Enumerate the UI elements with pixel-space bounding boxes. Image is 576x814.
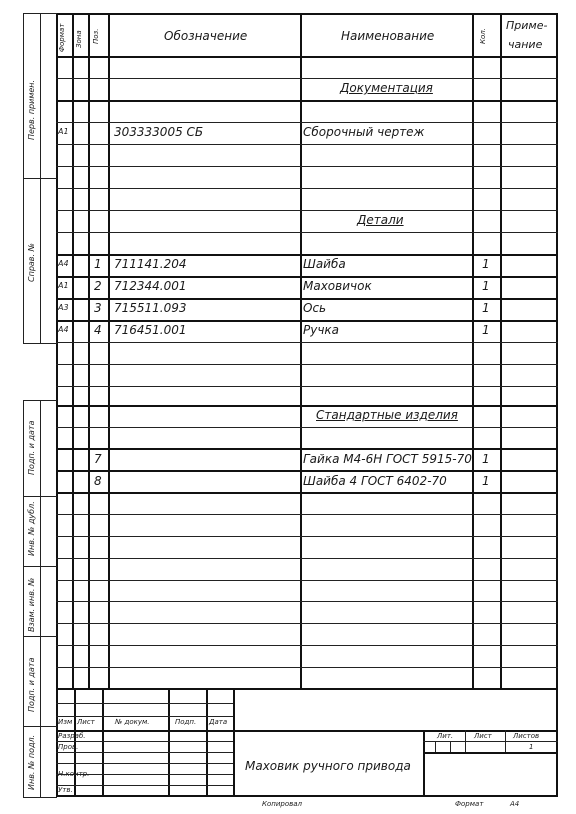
header-note-1: Приме- bbox=[506, 19, 548, 32]
row-line-14 bbox=[56, 364, 558, 365]
footer-format-label: Формат bbox=[455, 800, 484, 808]
p3-designation: 715511.093 bbox=[114, 301, 187, 315]
row-line-18 bbox=[56, 448, 558, 450]
s7-name: Гайка М4-6Н ГОСТ 5915-70 bbox=[303, 452, 472, 466]
col-line-qty bbox=[500, 13, 502, 688]
doc-name: Сборочный чертеж bbox=[303, 125, 425, 139]
p2-name: Маховичок bbox=[303, 279, 372, 293]
p4-name: Ручка bbox=[303, 323, 340, 337]
tb-listov: Листов bbox=[513, 732, 540, 740]
row-line-5 bbox=[56, 166, 558, 167]
col-line-name bbox=[472, 13, 474, 688]
col-line-designation bbox=[300, 13, 302, 688]
tb-data: Дата bbox=[209, 718, 228, 726]
row-line-26 bbox=[56, 623, 558, 624]
row-line-7 bbox=[56, 210, 558, 211]
tb-n-kontr: Н.контр. bbox=[58, 770, 90, 778]
strip-div-1 bbox=[23, 178, 57, 179]
footer-format-value: А4 bbox=[510, 800, 520, 808]
header-zone: Зона bbox=[75, 30, 83, 48]
tb-v-lit-cell-2 bbox=[450, 741, 451, 752]
tb-utv: Утв. bbox=[58, 786, 73, 794]
strip-bottom bbox=[23, 797, 57, 798]
header-qty: Кол. bbox=[479, 28, 487, 44]
header-bottom-line bbox=[56, 56, 558, 58]
header-name: Наименование bbox=[341, 29, 435, 43]
strip-vzam-inv: Взам. инв. № bbox=[27, 577, 36, 632]
tb-n-dokum: № докум. bbox=[115, 718, 150, 726]
strip-div-7 bbox=[23, 726, 57, 727]
tb-v-list bbox=[102, 688, 104, 797]
row-line-21 bbox=[56, 514, 558, 515]
section-standard: Стандартные изделия bbox=[316, 408, 458, 422]
s8-pos: 8 bbox=[94, 474, 102, 488]
row-line-2 bbox=[56, 100, 558, 102]
header-format: Формат bbox=[58, 23, 66, 52]
row-line-22 bbox=[56, 536, 558, 537]
strip-div-6 bbox=[23, 636, 57, 637]
strip-div-3 bbox=[23, 400, 57, 401]
tb-prov: Пров. bbox=[58, 743, 79, 751]
strip-top bbox=[23, 13, 57, 14]
tb-list-value: 1 bbox=[529, 743, 534, 751]
p4-pos: 4 bbox=[94, 323, 102, 337]
p1-format: А4 bbox=[58, 259, 69, 268]
tb-lit: Лит. bbox=[437, 732, 454, 740]
title-block-top-line bbox=[56, 688, 558, 690]
tb-h-1 bbox=[56, 703, 233, 704]
strip-line-d bbox=[40, 400, 41, 797]
row-line-6 bbox=[56, 188, 558, 189]
header-note-2: чание bbox=[508, 38, 543, 51]
section-parts: Детали bbox=[357, 213, 404, 227]
strip-podp-data-2: Подп. и дата bbox=[27, 657, 36, 712]
section-documentation: Документация bbox=[340, 81, 433, 95]
row-line-25 bbox=[56, 601, 558, 602]
header-pos: Поз. bbox=[92, 28, 100, 44]
col-line-zone bbox=[88, 13, 90, 688]
tb-right-top bbox=[233, 730, 558, 732]
row-line-11 bbox=[56, 298, 558, 300]
s8-qty: 1 bbox=[482, 474, 490, 488]
col-line-pos bbox=[108, 13, 110, 688]
row-line-12 bbox=[56, 320, 558, 322]
p2-format: А1 bbox=[58, 281, 69, 290]
p3-name: Ось bbox=[303, 301, 327, 315]
row-line-28 bbox=[56, 667, 558, 668]
row-line-23 bbox=[56, 558, 558, 559]
strip-div-4 bbox=[23, 496, 57, 497]
doc-format: А1 bbox=[58, 127, 69, 136]
tb-h-lit bbox=[423, 741, 558, 742]
strip-div-2 bbox=[23, 343, 57, 344]
row-line-24 bbox=[56, 580, 558, 581]
tb-h-5 bbox=[56, 752, 233, 753]
s7-pos: 7 bbox=[94, 452, 102, 466]
p3-pos: 3 bbox=[94, 301, 102, 315]
header-designation: Обозначение bbox=[164, 29, 248, 43]
p4-designation: 716451.001 bbox=[114, 323, 187, 337]
row-line-17 bbox=[56, 427, 558, 428]
tb-v-list-right bbox=[505, 730, 506, 752]
col-line-format bbox=[72, 13, 74, 688]
row-line-20 bbox=[56, 492, 558, 494]
row-line-8 bbox=[56, 232, 558, 233]
p1-pos: 1 bbox=[94, 257, 102, 271]
row-line-15 bbox=[56, 386, 558, 387]
p3-format: А3 bbox=[58, 303, 69, 312]
p1-designation: 711141.204 bbox=[114, 257, 187, 271]
tb-document-title: Маховик ручного привода bbox=[245, 759, 411, 773]
tb-h-6 bbox=[56, 763, 233, 764]
strip-podp-data-1: Подп. и дата bbox=[27, 420, 36, 475]
row-line-27 bbox=[56, 645, 558, 646]
row-line-13 bbox=[56, 342, 558, 343]
p1-name: Шайба bbox=[303, 257, 346, 271]
strip-line-b bbox=[23, 400, 24, 797]
footer-kopiroval: Копировал bbox=[262, 800, 302, 808]
strip-div-5 bbox=[23, 566, 57, 567]
tb-podp: Подп. bbox=[175, 718, 197, 726]
strip-perv-primen: Перв. примен. bbox=[27, 79, 36, 140]
strip-sprav: Справ. № bbox=[27, 243, 36, 282]
row-line-16 bbox=[56, 405, 558, 407]
tb-h-2 bbox=[56, 716, 233, 717]
row-line-4 bbox=[56, 144, 558, 145]
p3-qty: 1 bbox=[482, 301, 490, 315]
row-line-19 bbox=[56, 470, 558, 472]
tb-v-podp bbox=[206, 688, 208, 797]
row-line-1 bbox=[56, 78, 558, 79]
row-line-10 bbox=[56, 276, 558, 278]
p1-qty: 1 bbox=[482, 257, 490, 271]
p4-qty: 1 bbox=[482, 323, 490, 337]
tb-v-dokum bbox=[168, 688, 170, 797]
tb-h-8 bbox=[56, 785, 233, 786]
p2-designation: 712344.001 bbox=[114, 279, 187, 293]
s8-name: Шайба 4 ГОСТ 6402-70 bbox=[303, 474, 447, 488]
tb-razrab: Разраб. bbox=[58, 732, 86, 740]
row-line-9 bbox=[56, 254, 558, 256]
row-line-3 bbox=[56, 122, 558, 123]
tb-izm: Изм bbox=[58, 718, 73, 726]
tb-h-lit-bottom bbox=[423, 752, 558, 754]
tb-list: Лист bbox=[77, 718, 95, 726]
p2-qty: 1 bbox=[482, 279, 490, 293]
strip-inv-podl: Инв. № подл. bbox=[27, 734, 36, 790]
tb-v-lit-right bbox=[465, 730, 466, 752]
doc-designation: 303333005 СБ bbox=[114, 125, 204, 139]
strip-inv-dubl: Инв. № дубл. bbox=[27, 501, 36, 556]
tb-v-data bbox=[233, 688, 235, 797]
s7-qty: 1 bbox=[482, 452, 490, 466]
tb-h-4 bbox=[56, 741, 233, 742]
tb-list2: Лист bbox=[474, 732, 492, 740]
tb-v-lit-cell-1 bbox=[435, 741, 436, 752]
p4-format: А4 bbox=[58, 325, 69, 334]
p2-pos: 2 bbox=[94, 279, 102, 293]
